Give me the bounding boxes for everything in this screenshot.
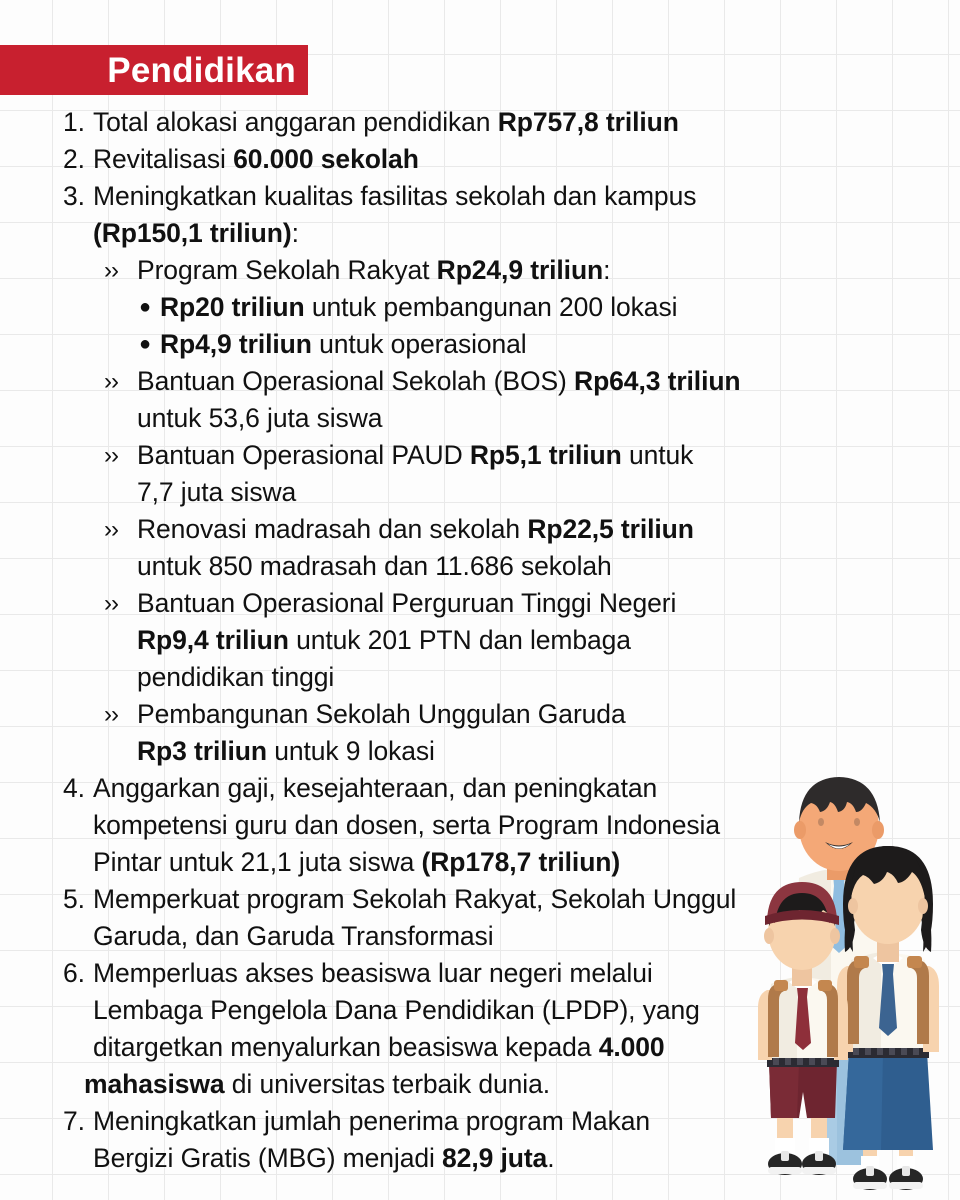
list-item-continuation [0,215,960,252]
list-item-numbered [0,178,960,215]
emphasis-text: 4.000 [598,1032,665,1062]
body-text: kompetensi guru dan dosen, serta Program Indonesia [93,810,720,840]
body-text: Meningkatkan jumlah penerima program Makan [93,1106,650,1136]
item-number: 7. [63,1106,85,1136]
list-item-numbered [0,104,960,141]
chevron-icon: ›› [104,368,118,395]
body-text: Garuda, dan Garuda Transformasi [93,921,494,951]
list-item-chevron [0,437,960,474]
list-item-continuation [0,992,960,1029]
bullet-dot-icon: ● [139,333,151,355]
list-item-continuation [0,400,960,437]
emphasis-text: Rp20 triliun [160,292,305,322]
body-text: Bantuan Operasional Perguruan Tinggi Negeri [137,588,677,618]
bullet-dot-icon: ● [139,296,151,318]
list-item-chevron [0,252,960,289]
list-item-continuation [0,622,960,659]
list-item-continuation [0,733,960,770]
body-text: Bantuan Operasional PAUD [137,440,470,470]
body-text: 7,7 juta siswa [137,477,297,507]
list-item-numbered [0,1103,960,1140]
emphasis-text: Rp757,8 triliun [497,107,679,137]
item-number: 6. [63,958,85,988]
title-banner [0,45,308,95]
emphasis-text: 82,9 juta [442,1143,548,1173]
body-text: di universitas terbaik dunia. [224,1069,550,1099]
list-item-chevron [0,511,960,548]
list-item-continuation [0,548,960,585]
emphasis-text: Rp64,3 triliun [574,366,741,396]
emphasis-text: mahasiswa [84,1069,225,1099]
body-text: . [547,1143,555,1173]
item-number: 3. [63,181,85,211]
item-number: 5. [63,884,85,914]
emphasis-text: Rp4,9 triliun [160,329,312,359]
item-number: 4. [63,773,85,803]
list-item-continuation [0,659,960,696]
list-item-continuation [0,844,960,881]
list-item-numbered [0,141,960,178]
list-item-bullet [0,326,960,363]
chevron-icon: ›› [104,257,118,284]
body-text: Program Sekolah Rakyat [137,255,437,285]
body-text: untuk [621,440,694,470]
education-budget-list [0,104,960,1177]
body-text: untuk operasional [311,329,527,359]
body-text: untuk pembangunan 200 lokasi [304,292,678,322]
emphasis-text: (Rp178,7 triliun) [421,847,621,877]
chevron-icon: ›› [104,442,118,469]
body-text: untuk 850 madrasah dan 11.686 sekolah [137,551,612,581]
body-text: pendidikan tinggi [137,662,335,692]
list-item-chevron [0,585,960,622]
list-item-bullet [0,289,960,326]
emphasis-text: Rp5,1 triliun [469,440,622,470]
chevron-icon: ›› [104,701,118,728]
emphasis-text: (Rp150,1 triliun) [93,218,292,248]
body-text: Lembaga Pengelola Dana Pendidikan (LPDP), yang [93,995,700,1025]
emphasis-text: Rp9,4 triliun [137,625,289,655]
emphasis-text: Rp22,5 triliun [527,514,694,544]
body-text: Memperluas akses beasiswa luar negeri melalui [93,958,653,988]
body-text: untuk 9 lokasi [266,736,435,766]
body-text: Pembangunan Sekolah Unggulan Garuda [137,699,626,729]
emphasis-text: Rp24,9 triliun [436,255,604,285]
body-text: untuk 201 PTN dan lembaga [288,625,631,655]
list-item-numbered [0,770,960,807]
body-text: Pintar untuk 21,1 juta siswa [93,847,422,877]
list-item-numbered [0,955,960,992]
emphasis-text: 60.000 sekolah [233,144,419,174]
body-text: ditargetkan menyalurkan beasiswa kepada [93,1032,599,1062]
body-text: Total alokasi anggaran pendidikan [93,107,498,137]
list-item-continuation [0,807,960,844]
list-item-continuation [0,1029,960,1066]
body-text: : [603,255,611,285]
body-text: Bantuan Operasional Sekolah (BOS) [137,366,575,396]
body-text: Bergizi Gratis (MBG) menjadi [93,1143,443,1173]
item-number: 1. [63,107,85,137]
body-text: : [291,218,299,248]
chevron-icon: ›› [104,516,118,543]
body-text: Memperkuat program Sekolah Rakyat, Sekolah Unggul [93,884,737,914]
emphasis-text: Rp3 triliun [137,736,267,766]
list-item-chevron [0,363,960,400]
body-text: Renovasi madrasah dan sekolah [137,514,528,544]
list-item-chevron [0,696,960,733]
list-item-continuation [0,1140,960,1177]
item-number: 2. [63,144,85,174]
list-item-continuation [0,474,960,511]
page-title: Pendidikan [107,50,296,90]
list-item-numbered [0,881,960,918]
chevron-icon: ›› [104,590,118,617]
body-text: Anggarkan gaji, kesejahteraan, dan peningkatan [93,773,658,803]
list-item-continuation [0,918,960,955]
body-text: Revitalisasi [93,144,234,174]
body-text: Meningkatkan kualitas fasilitas sekolah dan kampus [93,181,697,211]
body-text: untuk 53,6 juta siswa [137,403,383,433]
list-item-continuation [0,1066,960,1103]
